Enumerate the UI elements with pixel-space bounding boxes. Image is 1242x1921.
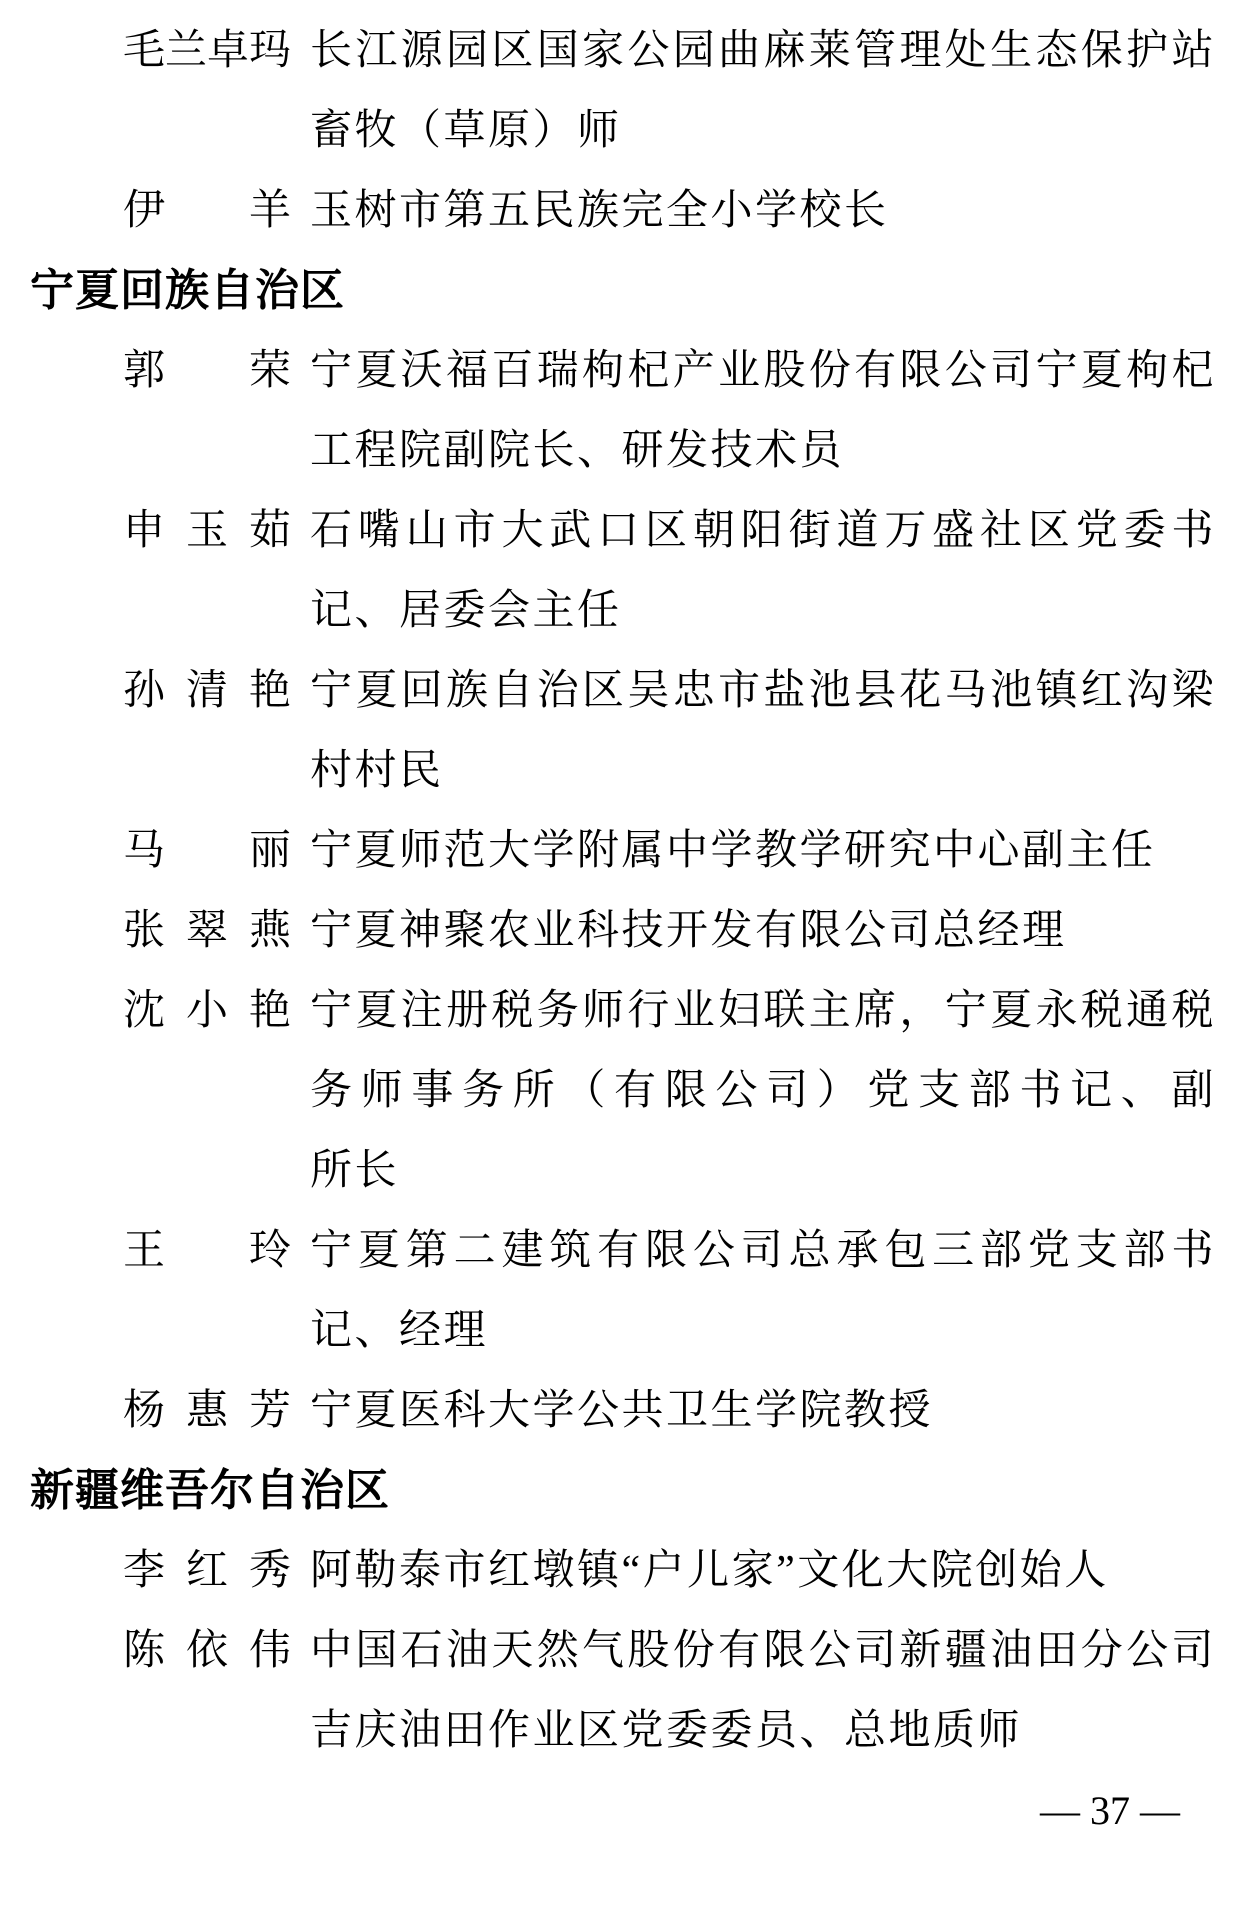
title-line: 宁夏第二建筑有限公司总承包三部党支部书	[310, 1228, 1216, 1274]
list-item	[0, 971, 1242, 1211]
person-name: 毛兰卓玛	[123, 28, 292, 74]
title-line: 宁夏师范大学附属中学教学研究中心副主任	[310, 828, 1156, 874]
person-title	[310, 1531, 1216, 1611]
title-line: 宁夏神聚农业科技开发有限公司总经理	[310, 908, 1067, 954]
person-title	[310, 891, 1216, 971]
person-name: 沈小艳	[123, 988, 291, 1034]
title-line: 石嘴山市大武口区朝阳街道万盛社区党委书	[310, 508, 1216, 554]
person-name: 马丽	[123, 828, 291, 874]
person-title	[310, 811, 1216, 891]
list-item	[0, 1371, 1242, 1451]
list-item	[0, 491, 1242, 651]
person-name: 陈依伟	[123, 1628, 291, 1674]
person-title	[310, 1211, 1216, 1371]
section-header: 新疆维吾尔自治区	[30, 1466, 390, 1515]
list-item	[0, 1611, 1242, 1771]
title-line: 中国石油天然气股份有限公司新疆油田分公司	[310, 1628, 1216, 1674]
person-name: 伊羊	[123, 188, 291, 234]
list-item	[0, 11, 1242, 171]
title-line: 畜牧（草原）师	[310, 108, 622, 154]
person-title	[310, 651, 1216, 811]
list-item	[0, 651, 1242, 811]
person-title	[310, 11, 1216, 171]
person-title	[310, 971, 1216, 1211]
person-name: 杨惠芳	[123, 1388, 291, 1434]
person-title	[310, 1611, 1216, 1771]
title-line: 长江源园区国家公园曲麻莱管理处生态保护站	[310, 28, 1216, 74]
person-name: 郭荣	[123, 348, 291, 394]
person-title	[310, 331, 1216, 491]
title-line: 记、居委会主任	[310, 588, 622, 634]
list-item	[0, 811, 1242, 891]
title-line: 记、经理	[310, 1308, 489, 1354]
person-title	[310, 491, 1216, 651]
list-item	[0, 171, 1242, 251]
list-item	[0, 1211, 1242, 1371]
title-line: 宁夏回族自治区吴忠市盐池县花马池镇红沟梁	[310, 668, 1216, 714]
person-title	[310, 1371, 1216, 1451]
title-line: 务师事务所（有限公司）党支部书记、副	[310, 1068, 1216, 1114]
title-line: 吉庆油田作业区党委委员、总地质师	[310, 1708, 1023, 1754]
title-line: 宁夏注册税务师行业妇联主席，宁夏永税通税	[310, 988, 1216, 1034]
title-line: 玉树市第五民族完全小学校长	[310, 188, 889, 234]
title-line: 宁夏医科大学公共卫生学院教授	[310, 1388, 934, 1434]
person-name: 李红秀	[123, 1548, 291, 1594]
title-line: 阿勒泰市红墩镇“户儿家”文化大院创始人	[310, 1548, 1109, 1594]
section-header: 宁夏回族自治区	[30, 266, 345, 315]
list-item	[0, 331, 1242, 491]
title-line: 所长	[310, 1148, 400, 1194]
list-item	[0, 891, 1242, 971]
person-name: 孙清艳	[123, 668, 291, 714]
person-title	[310, 171, 1216, 251]
list-item	[0, 1531, 1242, 1611]
title-line: 工程院副院长、研发技术员	[310, 428, 845, 474]
title-line: 村村民	[310, 748, 444, 794]
person-name: 王玲	[123, 1228, 291, 1274]
person-name: 张翠燕	[123, 908, 291, 954]
person-name: 申玉茹	[123, 508, 291, 554]
title-line: 宁夏沃福百瑞枸杞产业股份有限公司宁夏枸杞	[310, 348, 1216, 394]
page-number: — 37 —	[1040, 1788, 1180, 1833]
